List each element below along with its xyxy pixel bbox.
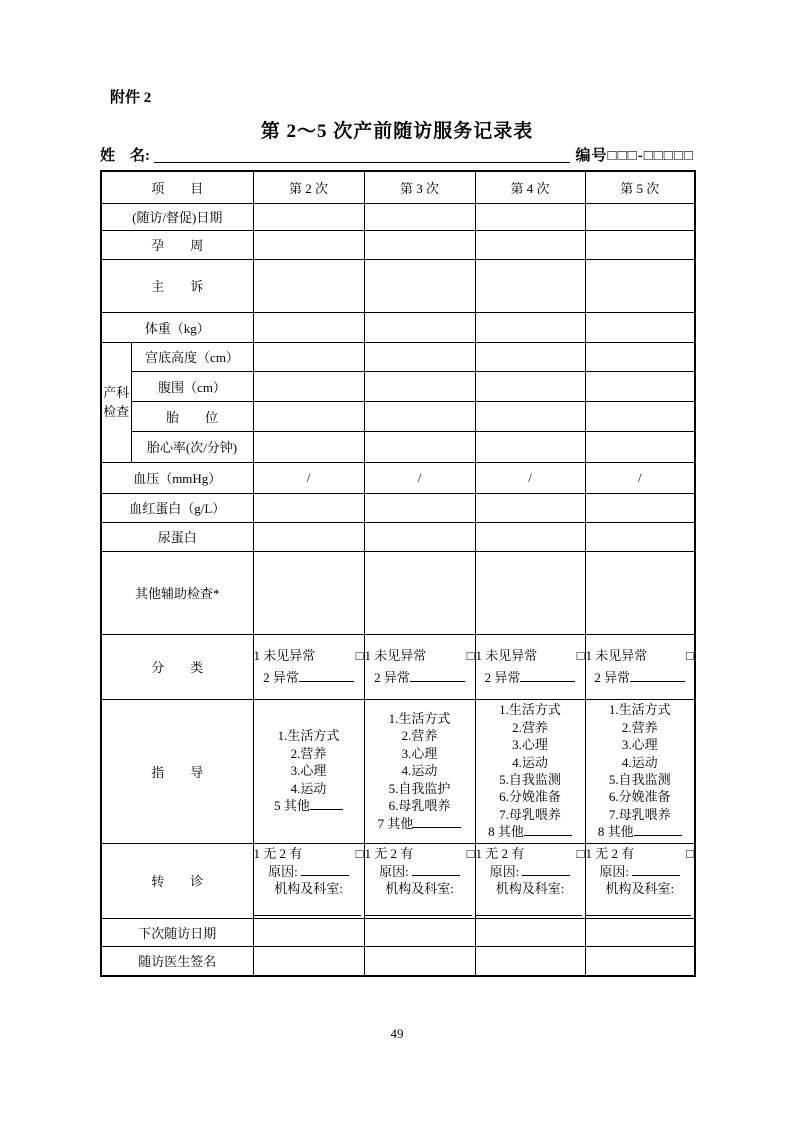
input-cell: [585, 203, 695, 230]
classification-cell: [585, 634, 695, 699]
guidance-option: 7.母乳喂养: [608, 806, 671, 822]
row-label-fetal-heart-rate: 胎心率(次/分钟): [131, 431, 253, 462]
row-label-doctor-signature: 随访医生签名: [101, 946, 253, 976]
guidance-option: 5.自我监测: [499, 772, 561, 787]
row-doctor-signature: [101, 946, 695, 976]
header-row: [101, 171, 695, 203]
guidance-option: 1.生活方式: [499, 702, 561, 718]
input-cell: [364, 522, 475, 551]
input-cell: [364, 946, 475, 976]
input-cell: [364, 918, 475, 946]
classification-abnormal-option: 2 异常: [484, 669, 521, 685]
guidance-option: 5.自我监护: [388, 780, 451, 796]
guidance-option: 6.分娩准备: [608, 789, 671, 805]
guidance-option: 4.运动: [401, 763, 438, 779]
guidance-other-option: 5 其他: [274, 798, 310, 814]
input-cell: [585, 493, 695, 522]
guidance-option: 2.营养: [401, 728, 438, 744]
row-urine-protein: [101, 522, 695, 551]
blank-underline: [299, 669, 354, 682]
guidance-cell-visit4: [475, 699, 585, 843]
row-label-hemoglobin: 血红蛋白（g/L）: [101, 493, 253, 522]
checkbox-icon: □: [355, 647, 364, 663]
row-label-chief-complaint: 主 诉: [101, 259, 253, 312]
classification-abnormal-option: 2 异常: [263, 669, 299, 685]
classification-cell: [364, 634, 475, 699]
input-cell: [585, 401, 695, 431]
row-gestational-weeks: [101, 230, 695, 259]
input-cell: [364, 371, 475, 401]
row-label-other-exams: 其他辅助检查*: [101, 551, 253, 634]
guidance-option: 6.母乳喂养: [388, 798, 451, 814]
input-cell: [475, 493, 585, 522]
input-cell: [253, 522, 364, 551]
input-cell: [364, 259, 475, 312]
guidance-option: 5.自我监测: [608, 772, 671, 787]
row-label-followup-date: (随访/督促)日期: [101, 203, 253, 230]
header-visit-2: 第 2 次: [253, 171, 364, 203]
input-cell: [253, 371, 364, 401]
row-label-classification: 分 类: [101, 634, 253, 699]
guidance-option: 1.生活方式: [608, 702, 671, 718]
checkbox-icon: □: [355, 846, 364, 862]
row-fetal-position: [101, 401, 695, 431]
blank-underline: [520, 669, 575, 682]
input-cell: [585, 342, 695, 371]
record-table: [100, 170, 696, 977]
referral-cell: [364, 843, 475, 918]
attachment-label: 附件 2: [110, 90, 152, 106]
input-cell: [475, 342, 585, 371]
checkbox-icon: □: [686, 846, 694, 862]
blank-underline: [630, 669, 685, 682]
checkbox-icon: □: [576, 647, 585, 663]
input-cell: [475, 522, 585, 551]
referral-reason-label: 原因:: [379, 863, 409, 879]
guidance-option: 4.运动: [290, 780, 327, 796]
referral-reason-label: 原因:: [268, 863, 298, 879]
blank-underline: [301, 863, 349, 876]
referral-reason-label: 原因:: [489, 863, 520, 879]
input-cell: [585, 551, 695, 634]
input-cell: [253, 342, 364, 371]
blank-underline: [413, 815, 461, 828]
row-label-urine-protein: 尿蛋白: [101, 522, 253, 551]
row-fundal-height: [101, 342, 695, 371]
blank-underline: [634, 823, 682, 836]
row-label-fetal-position: 胎 位: [131, 401, 253, 431]
input-cell: [364, 203, 475, 230]
classification-normal-option: 1 未见异常: [364, 647, 427, 663]
referral-options: 1 无 2 有: [364, 846, 414, 862]
row-fetal-heart-rate: [101, 431, 695, 462]
guidance-other-option: 8 其他: [597, 824, 634, 840]
row-next-visit-date: [101, 918, 695, 946]
guidance-option: 6.分娩准备: [499, 789, 561, 805]
input-cell: [475, 431, 585, 462]
referral-org-label: 机构及科室:: [385, 881, 454, 897]
guidance-option: 1.生活方式: [277, 728, 340, 744]
input-cell: [253, 203, 364, 230]
input-cell: [475, 259, 585, 312]
guidance-cell-visit5: [585, 699, 695, 843]
input-cell: [253, 431, 364, 462]
row-weight: [101, 312, 695, 342]
input-cell: [364, 312, 475, 342]
classification-cell: [253, 634, 364, 699]
referral-cell: [475, 843, 585, 918]
row-label-weight: 体重（kg）: [101, 312, 253, 342]
input-cell: [585, 259, 695, 312]
guidance-option: 3.心理: [401, 745, 438, 761]
input-cell: [364, 551, 475, 634]
referral-cell: [585, 843, 695, 918]
blank-underline: [365, 903, 472, 916]
header-visit-5: 第 5 次: [585, 171, 695, 203]
input-cell: [253, 230, 364, 259]
guidance-option: 2.营养: [621, 719, 658, 735]
row-label-gestational-weeks: 孕 周: [101, 230, 253, 259]
input-cell: [475, 946, 585, 976]
input-cell: [475, 203, 585, 230]
input-cell: [253, 401, 364, 431]
row-hemoglobin: [101, 493, 695, 522]
blank-underline: [524, 823, 572, 836]
input-cell: [585, 371, 695, 401]
input-cell: [253, 493, 364, 522]
input-cell: [475, 918, 585, 946]
group-label-obstetric-exam: 产科检查: [101, 342, 131, 462]
blank-underline: [310, 797, 343, 810]
input-cell: [475, 230, 585, 259]
input-cell: [585, 918, 695, 946]
row-label-guidance: 指 导: [101, 699, 253, 843]
input-cell: [364, 401, 475, 431]
checkbox-icon: □: [576, 846, 585, 862]
blank-underline: [632, 863, 680, 876]
row-guidance: [101, 699, 695, 843]
name-fill-line: [154, 147, 570, 163]
serial-number: 编号□□□-□□□□□: [575, 148, 694, 164]
row-label-fundal-height: 宫底高度（cm）: [131, 342, 253, 371]
referral-cell: [253, 843, 364, 918]
header-visit-4: 第 4 次: [475, 171, 585, 203]
bp-cell: /: [253, 462, 364, 493]
guidance-option: 2.营养: [512, 719, 548, 735]
input-cell: [585, 522, 695, 551]
guidance-option: 7.母乳喂养: [499, 806, 561, 822]
referral-org-label: 机构及科室:: [274, 881, 343, 897]
input-cell: [253, 918, 364, 946]
referral-options: 1 无 2 有: [475, 846, 525, 862]
guidance-option: 3.心理: [621, 737, 658, 753]
input-cell: [253, 946, 364, 976]
bp-cell: /: [364, 462, 475, 493]
referral-org-label: 机构及科室:: [495, 881, 565, 897]
input-cell: [475, 551, 585, 634]
input-cell: [475, 401, 585, 431]
guidance-other-option: 7 其他: [377, 815, 414, 831]
referral-options: 1 无 2 有: [585, 846, 635, 862]
input-cell: [364, 493, 475, 522]
blank-underline: [254, 903, 361, 916]
blank-underline: [412, 863, 460, 876]
classification-cell: [475, 634, 585, 699]
blank-underline: [476, 903, 582, 916]
input-cell: [585, 431, 695, 462]
classification-normal-option: 1 未见异常: [585, 647, 648, 663]
referral-options: 1 无 2 有: [253, 846, 303, 862]
checkbox-icon: □: [686, 647, 694, 663]
blank-underline: [586, 903, 692, 916]
classification-normal-option: 1 未见异常: [253, 647, 316, 663]
input-cell: [364, 230, 475, 259]
guidance-option: 4.运动: [621, 754, 658, 770]
row-label-referral: 转 诊: [101, 843, 253, 918]
input-cell: [253, 551, 364, 634]
input-cell: [585, 230, 695, 259]
row-blood-pressure: [101, 462, 695, 493]
row-label-next-visit-date: 下次随访日期: [101, 918, 253, 946]
input-cell: [364, 342, 475, 371]
row-abdominal-girth: [101, 371, 695, 401]
row-label-blood-pressure: 血压（mmHg）: [101, 462, 253, 493]
blank-underline: [410, 669, 465, 682]
row-referral: [101, 843, 695, 918]
page-number: 49: [390, 1026, 404, 1041]
row-classification: [101, 634, 695, 699]
page-title: 第 2～5 次产前随访服务记录表: [260, 121, 534, 142]
guidance-option: 2.营养: [290, 745, 327, 761]
input-cell: [253, 312, 364, 342]
row-followup-date: [101, 203, 695, 230]
guidance-cell-visit2: [253, 699, 364, 843]
bp-cell: /: [475, 462, 585, 493]
row-other-exams: [101, 551, 695, 634]
classification-abnormal-option: 2 异常: [374, 669, 410, 685]
input-cell: [585, 312, 695, 342]
guidance-option: 3.心理: [512, 737, 548, 753]
checkbox-icon: □: [466, 846, 475, 862]
classification-normal-option: 1 未见异常: [475, 647, 538, 663]
row-label-abdominal-girth: 腹围（cm）: [131, 371, 253, 401]
name-label: 姓 名:: [100, 148, 150, 164]
header-item: 项 目: [101, 171, 253, 203]
guidance-option: 3.心理: [290, 763, 327, 779]
input-cell: [475, 312, 585, 342]
input-cell: [253, 259, 364, 312]
name-serial-row: [100, 144, 694, 165]
guidance-option: 1.生活方式: [388, 711, 451, 727]
checkbox-icon: □: [466, 647, 475, 663]
blank-underline: [522, 863, 570, 876]
guidance-cell-visit3: [364, 699, 475, 843]
classification-abnormal-option: 2 异常: [594, 669, 631, 685]
input-cell: [364, 431, 475, 462]
input-cell: [475, 371, 585, 401]
row-chief-complaint: [101, 259, 695, 312]
input-cell: [585, 946, 695, 976]
guidance-other-option: 8 其他: [488, 824, 524, 840]
bp-cell: /: [585, 462, 695, 493]
header-visit-3: 第 3 次: [364, 171, 475, 203]
guidance-option: 4.运动: [512, 754, 548, 770]
referral-reason-label: 原因:: [599, 863, 629, 879]
referral-org-label: 机构及科室:: [605, 881, 675, 897]
